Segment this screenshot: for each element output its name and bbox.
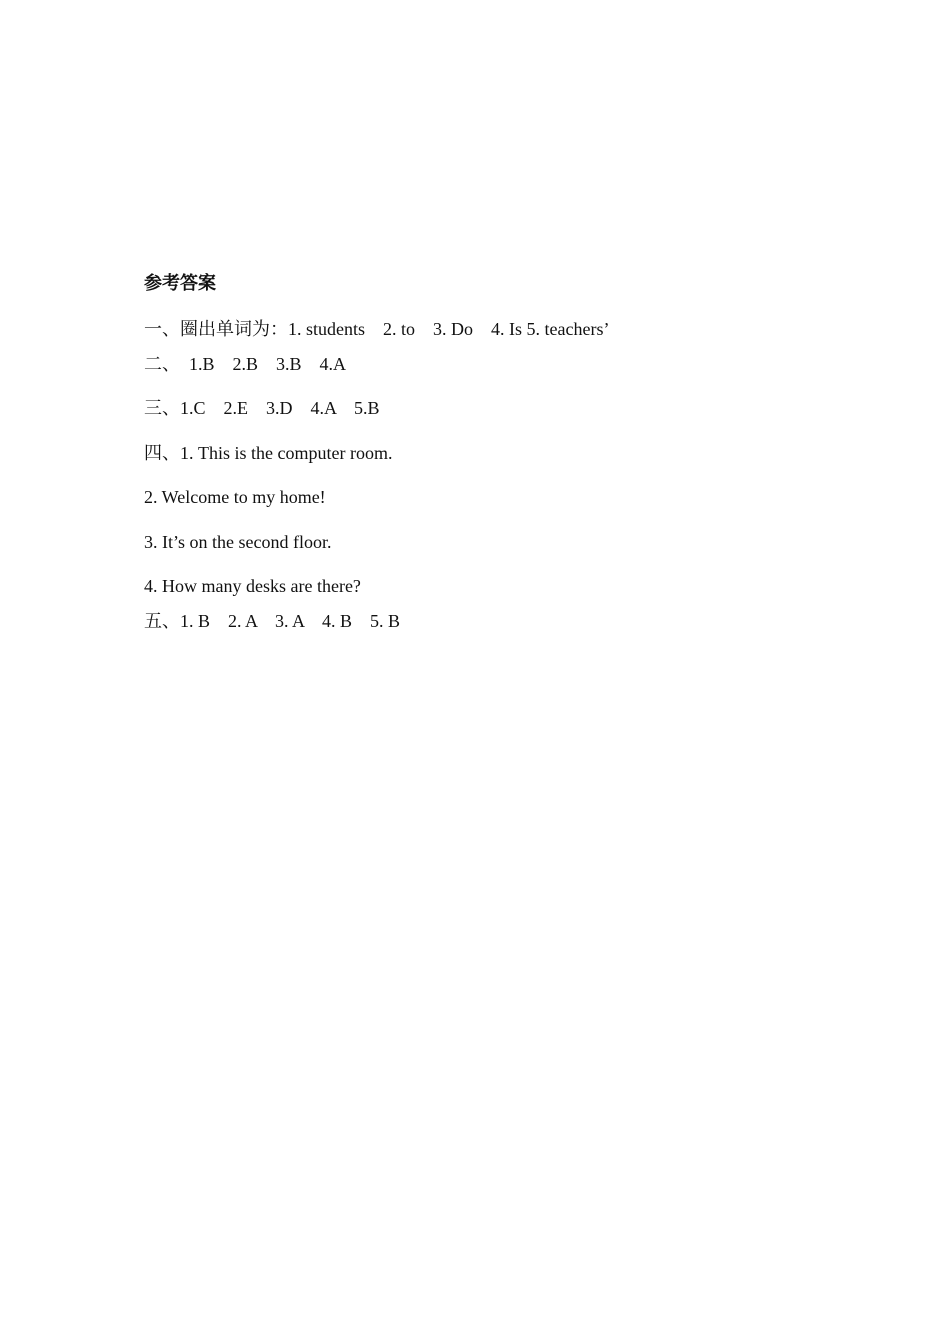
answer-line-5: 2. Welcome to my home!: [144, 487, 326, 507]
answer-line-2: 二、 1.B 2.B 3.B 4.A: [144, 354, 347, 374]
answer-line-8: 五、1. B 2. A 3. A 4. B 5. B: [144, 611, 401, 631]
answer-line-6: 3. It’s on the second floor.: [144, 532, 332, 552]
answer-line-1: 一、圈出单词为：1. students 2. to 3. Do 4. Is 5. teachers’: [144, 319, 610, 339]
answer-line-3: 三、1.C 2.E 3.D 4.A 5.B: [144, 398, 380, 418]
answer-key-title: 参考答案: [144, 273, 216, 293]
answer-line-7: 4. How many desks are there?: [144, 576, 361, 596]
answer-line-4: 四、1. This is the computer room.: [144, 443, 393, 463]
